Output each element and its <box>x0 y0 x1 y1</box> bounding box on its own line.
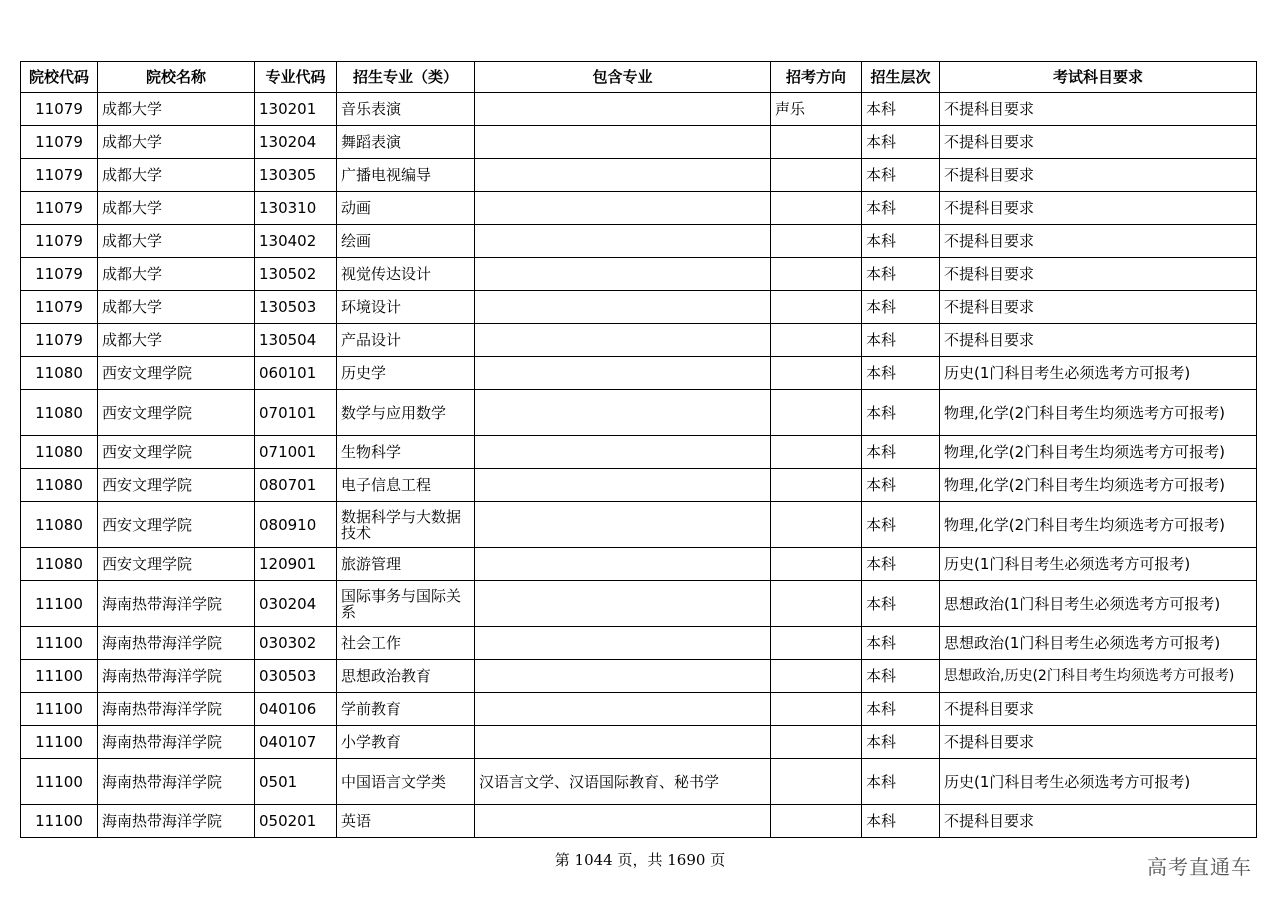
cell-level: 本科 <box>862 436 940 469</box>
cell-subject-requirement: 物理,化学(2门科目考生均须选考方可报考) <box>940 436 1257 469</box>
cell-major-code: 130201 <box>255 93 337 126</box>
cell-major-name: 社会工作 <box>337 627 475 660</box>
cell-school-name: 成都大学 <box>98 126 255 159</box>
cell-direction <box>771 627 862 660</box>
cell-included-majors <box>475 660 771 693</box>
cell-included-majors <box>475 159 771 192</box>
cell-included-majors: 汉语言文学、汉语国际教育、秘书学 <box>475 759 771 805</box>
cell-level: 本科 <box>862 192 940 225</box>
cell-major-name: 中国语言文学类 <box>337 759 475 805</box>
cell-school-name: 西安文理学院 <box>98 469 255 502</box>
header-level: 招生层次 <box>862 62 940 93</box>
cell-included-majors <box>475 192 771 225</box>
cell-school-name: 海南热带海洋学院 <box>98 759 255 805</box>
cell-subject-requirement: 不提科目要求 <box>940 192 1257 225</box>
cell-level: 本科 <box>862 693 940 726</box>
cell-school-code: 11080 <box>21 390 98 436</box>
cell-school-code: 11080 <box>21 548 98 581</box>
cell-major-code: 071001 <box>255 436 337 469</box>
table-row <box>21 126 1257 159</box>
cell-school-name: 成都大学 <box>98 225 255 258</box>
cell-school-code: 11079 <box>21 192 98 225</box>
cell-included-majors <box>475 258 771 291</box>
cell-school-name: 海南热带海洋学院 <box>98 660 255 693</box>
cell-school-code: 11080 <box>21 502 98 548</box>
cell-major-code: 130504 <box>255 324 337 357</box>
cell-school-name: 西安文理学院 <box>98 548 255 581</box>
cell-subject-requirement: 历史(1门科目考生必须选考方可报考) <box>940 548 1257 581</box>
cell-school-name: 海南热带海洋学院 <box>98 805 255 838</box>
table-row <box>21 726 1257 759</box>
cell-school-code: 11100 <box>21 693 98 726</box>
cell-major-name: 舞蹈表演 <box>337 126 475 159</box>
cell-level: 本科 <box>862 759 940 805</box>
cell-major-code: 130502 <box>255 258 337 291</box>
table-row <box>21 93 1257 126</box>
cell-direction <box>771 390 862 436</box>
cell-major-code: 060101 <box>255 357 337 390</box>
cell-major-code: 130503 <box>255 291 337 324</box>
cell-school-name: 西安文理学院 <box>98 357 255 390</box>
admission-table <box>20 61 1257 838</box>
cell-direction <box>771 581 862 627</box>
cell-subject-requirement: 不提科目要求 <box>940 258 1257 291</box>
cell-major-name: 数学与应用数学 <box>337 390 475 436</box>
cell-school-code: 11080 <box>21 357 98 390</box>
cell-school-name: 海南热带海洋学院 <box>98 581 255 627</box>
cell-included-majors <box>475 93 771 126</box>
cell-major-name: 动画 <box>337 192 475 225</box>
table-row <box>21 357 1257 390</box>
table-row <box>21 805 1257 838</box>
cell-level: 本科 <box>862 291 940 324</box>
cell-included-majors <box>475 390 771 436</box>
cell-level: 本科 <box>862 159 940 192</box>
cell-school-code: 11080 <box>21 436 98 469</box>
header-subject-requirement: 考试科目要求 <box>940 62 1257 93</box>
cell-direction <box>771 126 862 159</box>
cell-level: 本科 <box>862 469 940 502</box>
cell-major-code: 030204 <box>255 581 337 627</box>
cell-school-code: 11079 <box>21 126 98 159</box>
cell-included-majors <box>475 502 771 548</box>
cell-subject-requirement: 不提科目要求 <box>940 291 1257 324</box>
cell-included-majors <box>475 436 771 469</box>
cell-direction <box>771 469 862 502</box>
cell-level: 本科 <box>862 581 940 627</box>
cell-included-majors <box>475 291 771 324</box>
cell-school-name: 西安文理学院 <box>98 390 255 436</box>
table-header-row <box>21 62 1257 93</box>
cell-major-name: 国际事务与国际关系 <box>337 581 475 627</box>
cell-subject-requirement: 历史(1门科目考生必须选考方可报考) <box>940 759 1257 805</box>
cell-subject-requirement: 物理,化学(2门科目考生均须选考方可报考) <box>940 390 1257 436</box>
cell-school-name: 成都大学 <box>98 258 255 291</box>
cell-major-name: 小学教育 <box>337 726 475 759</box>
table-row <box>21 581 1257 627</box>
cell-included-majors <box>475 126 771 159</box>
cell-school-name: 成都大学 <box>98 192 255 225</box>
cell-major-code: 030302 <box>255 627 337 660</box>
cell-major-name: 学前教育 <box>337 693 475 726</box>
cell-direction <box>771 548 862 581</box>
cell-subject-requirement: 不提科目要求 <box>940 693 1257 726</box>
cell-direction <box>771 502 862 548</box>
cell-level: 本科 <box>862 324 940 357</box>
cell-level: 本科 <box>862 93 940 126</box>
cell-direction <box>771 693 862 726</box>
cell-major-code: 130305 <box>255 159 337 192</box>
cell-major-name: 英语 <box>337 805 475 838</box>
cell-included-majors <box>475 225 771 258</box>
cell-school-name: 海南热带海洋学院 <box>98 627 255 660</box>
cell-included-majors <box>475 581 771 627</box>
cell-direction <box>771 805 862 838</box>
cell-major-name: 绘画 <box>337 225 475 258</box>
cell-school-code: 11100 <box>21 805 98 838</box>
cell-major-code: 080910 <box>255 502 337 548</box>
cell-major-name: 旅游管理 <box>337 548 475 581</box>
cell-level: 本科 <box>862 390 940 436</box>
cell-school-code: 11079 <box>21 93 98 126</box>
cell-included-majors <box>475 726 771 759</box>
cell-school-code: 11079 <box>21 159 98 192</box>
cell-subject-requirement: 不提科目要求 <box>940 93 1257 126</box>
cell-subject-requirement: 不提科目要求 <box>940 126 1257 159</box>
cell-subject-requirement: 思想政治,历史(2门科目考生均须选考方可报考) <box>940 660 1257 693</box>
cell-school-code: 11100 <box>21 660 98 693</box>
table-row <box>21 693 1257 726</box>
cell-major-name: 生物科学 <box>337 436 475 469</box>
cell-direction: 声乐 <box>771 93 862 126</box>
cell-major-name: 视觉传达设计 <box>337 258 475 291</box>
cell-level: 本科 <box>862 548 940 581</box>
cell-included-majors <box>475 548 771 581</box>
table-row <box>21 390 1257 436</box>
cell-school-name: 海南热带海洋学院 <box>98 726 255 759</box>
cell-school-name: 海南热带海洋学院 <box>98 693 255 726</box>
cell-direction <box>771 225 862 258</box>
table-row <box>21 258 1257 291</box>
cell-included-majors <box>475 357 771 390</box>
table-row <box>21 225 1257 258</box>
cell-major-code: 130310 <box>255 192 337 225</box>
cell-school-code: 11079 <box>21 324 98 357</box>
cell-school-code: 11100 <box>21 759 98 805</box>
header-direction: 招考方向 <box>771 62 862 93</box>
cell-level: 本科 <box>862 502 940 548</box>
cell-school-name: 西安文理学院 <box>98 502 255 548</box>
cell-major-name: 电子信息工程 <box>337 469 475 502</box>
cell-school-code: 11100 <box>21 726 98 759</box>
table-row <box>21 192 1257 225</box>
cell-school-code: 11100 <box>21 627 98 660</box>
table-row <box>21 548 1257 581</box>
cell-subject-requirement: 不提科目要求 <box>940 159 1257 192</box>
table-row <box>21 291 1257 324</box>
cell-level: 本科 <box>862 357 940 390</box>
cell-major-code: 130204 <box>255 126 337 159</box>
header-included-majors: 包含专业 <box>475 62 771 93</box>
cell-school-code: 11100 <box>21 581 98 627</box>
cell-major-code: 040106 <box>255 693 337 726</box>
cell-school-name: 成都大学 <box>98 324 255 357</box>
cell-direction <box>771 660 862 693</box>
cell-subject-requirement: 思想政治(1门科目考生必须选考方可报考) <box>940 627 1257 660</box>
cell-major-name: 广播电视编导 <box>337 159 475 192</box>
cell-school-name: 成都大学 <box>98 159 255 192</box>
cell-major-code: 0501 <box>255 759 337 805</box>
cell-level: 本科 <box>862 258 940 291</box>
table-row <box>21 159 1257 192</box>
cell-direction <box>771 291 862 324</box>
cell-subject-requirement: 不提科目要求 <box>940 324 1257 357</box>
cell-subject-requirement: 不提科目要求 <box>940 805 1257 838</box>
header-school-code: 院校代码 <box>21 62 98 93</box>
cell-direction <box>771 436 862 469</box>
cell-major-name: 产品设计 <box>337 324 475 357</box>
cell-level: 本科 <box>862 627 940 660</box>
cell-direction <box>771 258 862 291</box>
table-row <box>21 469 1257 502</box>
header-school-name: 院校名称 <box>98 62 255 93</box>
table-row <box>21 436 1257 469</box>
cell-subject-requirement: 物理,化学(2门科目考生均须选考方可报考) <box>940 469 1257 502</box>
cell-school-code: 11079 <box>21 291 98 324</box>
cell-school-name: 西安文理学院 <box>98 436 255 469</box>
table-row <box>21 660 1257 693</box>
cell-subject-requirement: 历史(1门科目考生必须选考方可报考) <box>940 357 1257 390</box>
cell-major-name: 历史学 <box>337 357 475 390</box>
cell-school-code: 11079 <box>21 225 98 258</box>
cell-major-name: 环境设计 <box>337 291 475 324</box>
table-row <box>21 502 1257 548</box>
cell-major-code: 080701 <box>255 469 337 502</box>
cell-direction <box>771 324 862 357</box>
watermark-logo: 高考直通车 <box>1147 855 1252 879</box>
cell-level: 本科 <box>862 805 940 838</box>
cell-level: 本科 <box>862 726 940 759</box>
header-major-name: 招生专业（类） <box>337 62 475 93</box>
page-number: 第 1044 页，共 1690 页 <box>554 851 726 869</box>
cell-direction <box>771 192 862 225</box>
cell-school-code: 11079 <box>21 258 98 291</box>
cell-major-name: 思想政治教育 <box>337 660 475 693</box>
cell-school-name: 成都大学 <box>98 93 255 126</box>
cell-subject-requirement: 不提科目要求 <box>940 726 1257 759</box>
cell-direction <box>771 726 862 759</box>
cell-school-code: 11080 <box>21 469 98 502</box>
cell-major-code: 120901 <box>255 548 337 581</box>
cell-included-majors <box>475 805 771 838</box>
table-row <box>21 759 1257 805</box>
cell-included-majors <box>475 693 771 726</box>
cell-major-code: 030503 <box>255 660 337 693</box>
cell-major-name: 数据科学与大数据技术 <box>337 502 475 548</box>
cell-included-majors <box>475 469 771 502</box>
cell-subject-requirement: 不提科目要求 <box>940 225 1257 258</box>
cell-subject-requirement: 物理,化学(2门科目考生均须选考方可报考) <box>940 502 1257 548</box>
cell-level: 本科 <box>862 660 940 693</box>
cell-major-name: 音乐表演 <box>337 93 475 126</box>
cell-subject-requirement: 思想政治(1门科目考生必须选考方可报考) <box>940 581 1257 627</box>
cell-major-code: 130402 <box>255 225 337 258</box>
cell-direction <box>771 159 862 192</box>
cell-direction <box>771 357 862 390</box>
header-major-code: 专业代码 <box>255 62 337 93</box>
cell-included-majors <box>475 324 771 357</box>
cell-major-code: 070101 <box>255 390 337 436</box>
table-row <box>21 324 1257 357</box>
cell-major-code: 050201 <box>255 805 337 838</box>
cell-included-majors <box>475 627 771 660</box>
cell-level: 本科 <box>862 225 940 258</box>
cell-direction <box>771 759 862 805</box>
cell-major-code: 040107 <box>255 726 337 759</box>
cell-level: 本科 <box>862 126 940 159</box>
cell-school-name: 成都大学 <box>98 291 255 324</box>
table-row <box>21 627 1257 660</box>
